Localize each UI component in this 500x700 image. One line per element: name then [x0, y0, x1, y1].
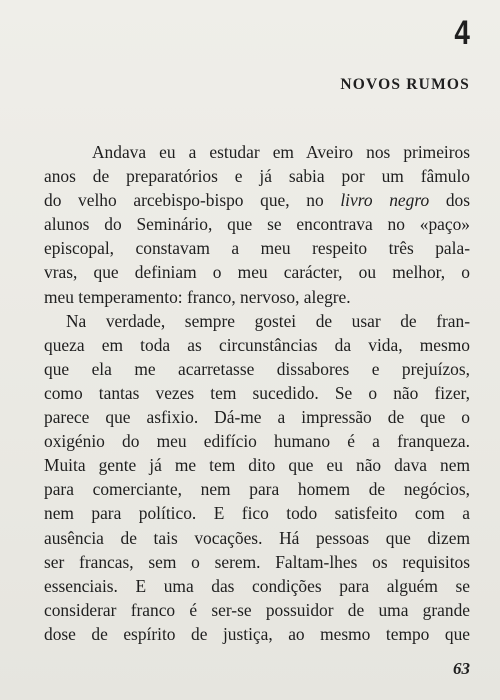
- text-line: Andava eu a estudar em Aveiro nos primeiros: [92, 142, 470, 162]
- text-line: ser francas, sem o serem. Faltam-lhes os requisitos: [44, 551, 470, 572]
- text-line: que ela me acarretasse dissabores e prejuízos,: [44, 358, 470, 379]
- body-text: [44, 140, 470, 646]
- text-line: Muita gente já me tem dito que eu não dava nem: [44, 455, 470, 476]
- text-line: alunos do Seminário, que se encontrava no «paço»: [44, 214, 470, 235]
- italic-phrase: livro negro: [340, 190, 430, 211]
- chapter-title: NOVOS RUMOS: [340, 76, 470, 93]
- text-line: considerar franco é ser-se possuidor de uma grande: [44, 599, 470, 620]
- text-line: essenciais. E uma das condições para alguém se: [44, 575, 470, 596]
- text-line: nem para político. E fico todo satisfeito com a: [44, 503, 470, 524]
- text-line: meu temperamento: franco, nervoso, alegre.: [44, 286, 351, 307]
- text-line: queza em toda as circunstâncias da vida, mesmo: [44, 334, 470, 355]
- text-segment: dos: [429, 190, 470, 211]
- text-line: episcopal, constavam a meu respeito três pala-: [44, 238, 470, 259]
- text-line: anos de preparatórios e já sabia por um fâmulo: [44, 166, 470, 187]
- text-segment: do velho arcebispo-bispo que, no: [44, 190, 341, 211]
- text-line: Na verdade, sempre gostei de usar de fran-: [66, 310, 470, 331]
- text-line: oxigénio do meu edifício humano é a franqueza.: [44, 431, 470, 452]
- text-line: para comerciante, nem para homem de negócios,: [44, 479, 470, 500]
- text-line: vras, que definiam o meu carácter, ou melhor, o: [44, 262, 470, 283]
- text-line: parece que asfixio. Dá-me a impressão de que o: [44, 407, 470, 428]
- text-line: ausência de tais vocações. Há pessoas que dizem: [44, 527, 470, 548]
- page-number: 63: [453, 659, 470, 678]
- text-line: dose de espírito de justiça, ao mesmo tempo que: [44, 623, 470, 644]
- chapter-number: 4: [454, 14, 470, 52]
- text-line: [44, 188, 470, 212]
- text-line: como tantas vezes tem sucedido. Se o não fizer,: [44, 382, 470, 403]
